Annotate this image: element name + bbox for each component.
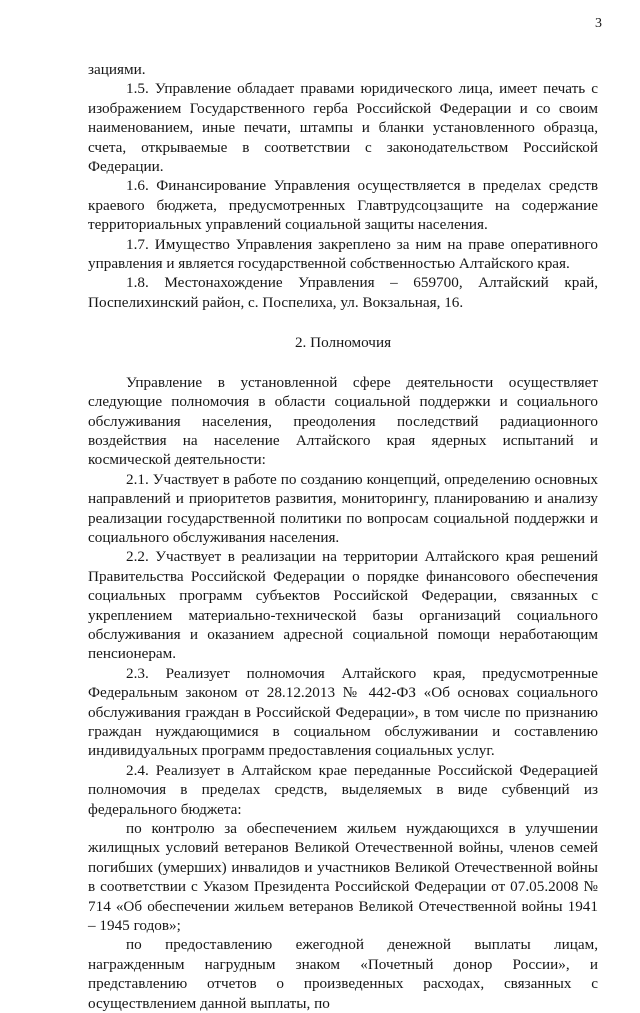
paragraph-2-3: 2.3. Реализует полномочия Алтайского края, предусмотренные Федеральным законом от 28.12.2013 № 442-ФЗ «Об основах социального обслуживания граждан в Российской Федерации», в том числе по признанию граждан нуждающимися в социальном обслуживании и составлению индивидуальных программ предоставления социальных услуг.	[88, 664, 598, 760]
paragraph-2-intro: Управление в установленной сфере деятельности осуществляет следующие полномочия в области социальной поддержки и социального обслуживания населения, преодоления последствий радиационного воздействия на население Алтайского края ядерных испытаний и космической деятельности:	[88, 373, 598, 469]
paragraph-1-7: 1.7. Имущество Управления закреплено за ним на праве оперативного управления и является государственной собственностью Алтайского края.	[88, 235, 598, 273]
page-number: 3	[595, 16, 602, 31]
paragraph-1-8: 1.8. Местонахождение Управления – 659700, Алтайский край, Поспелихинский район, с. Поспелиха, ул. Вокзальная, 16.	[88, 274, 598, 311]
paragraph-2-1: 2.1. Участвует в работе по созданию концепций, определению основных направлений и приоритетов развития, мониторингу, планированию и анализу реализации государственной политики по вопросам социальной поддержки и социального обслуживания населения.	[88, 470, 598, 546]
paragraph-2-2: 2.2. Участвует в реализации на территории Алтайского края решений Правительства Российской Федерации о порядке финансового обеспечения социальных программ субъектов Российской Федерации, связанных с укреплением материально-технической базы организаций социального обслуживания и оказанием адресной социальной помощи неработающим пенсионерам.	[88, 548, 598, 663]
section-heading-2: 2. Полномочия	[294, 334, 392, 352]
paragraph-2-4-housing: по контролю за обеспечением жильем нуждающихся в улучшении жилищных условий ветеранов Великой Отечественной войны, членов семей погибших (умерших) инвалидов и участников Великой Отечественной войны в соответствии с Указом Президента Российской Федерации от 07.05.2008 № 714 «Об обеспечении жильем ветеранов Великой Отечественной войны 1941 – 1945 годов»;	[88, 820, 598, 935]
paragraph-2-4-donor: по предоставлению ежегодной денежной выплаты лицам, награжденным нагрудным знаком «Почетный донор России», и представлению отчетов о произведенных расходах, связанных с осуществлением данной выплаты, по	[88, 936, 598, 1012]
document-body	[88, 60, 598, 1013]
paragraph-continuation: зациями.	[88, 61, 146, 78]
paragraph-1-5: 1.5. Управление обладает правами юридического лица, имеет печать с изображением Государственного герба Российской Федерации и со своим наименованием, иные печати, штампы и бланки установленного образца, счета, открываемые в соответствии с законодательством Российской Федерации.	[88, 80, 598, 176]
paragraph-1-6: 1.6. Финансирование Управления осуществляется в пределах средств краевого бюджета, предусмотренных Главтрудсоцзащите на содержание территориальных управлений социальной защиты населения.	[88, 177, 598, 234]
paragraph-2-4: 2.4. Реализует в Алтайском крае переданные Российской Федерацией полномочия в пределах средств, выделяемых в виде субвенций из федерального бюджета:	[88, 761, 598, 818]
